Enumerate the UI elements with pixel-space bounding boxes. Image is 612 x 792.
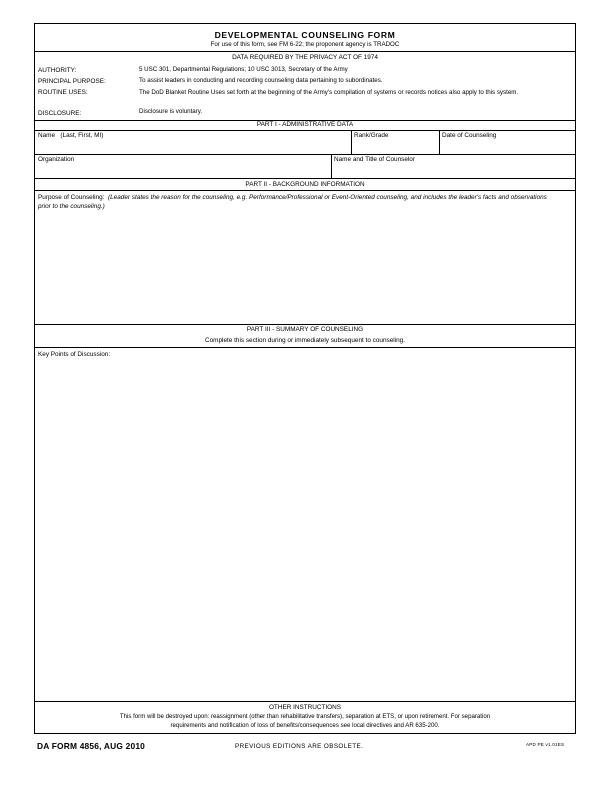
part2-header: PART II - BACKGROUND INFORMATION <box>245 181 365 188</box>
counselor-label: Name and Title of Counselor <box>334 156 415 163</box>
name-hint: (Last, First, MI) <box>60 132 104 139</box>
disclosure-value: Disclosure is voluntary. <box>139 108 203 115</box>
routine-uses-value: The DoD Blanket Routine Uses set forth at the beginning of the Army's compilation of systems or records notices also apply to this system. <box>139 89 519 96</box>
form-subtitle: For use of this form, see FM 6-22; the proponent agency is TRADOC <box>210 41 400 48</box>
divider <box>35 154 575 155</box>
form-number: DA FORM 4856, AUG 2010 <box>37 741 146 751</box>
divider <box>35 324 575 325</box>
date-of-counseling-field[interactable] <box>441 141 573 153</box>
divider <box>35 178 575 179</box>
organization-label: Organization <box>38 156 75 163</box>
form-title: DEVELOPMENTAL COUNSELING FORM <box>214 30 396 40</box>
other-instructions-header: OTHER INSTRUCTIONS <box>268 704 342 711</box>
divider <box>35 51 575 52</box>
form-version: APD PE v1.01ES <box>526 742 565 747</box>
authority-value: 5 USC 301, Departmental Regulations; 10 USC 3013, Secretary of the Army <box>139 66 348 73</box>
part3-header: PART III - SUMMARY OF COUNSELING <box>246 326 364 333</box>
principal-purpose-label: PRINCIPAL PURPOSE: <box>38 78 106 85</box>
date-of-counseling-label: Date of Counseling <box>442 132 497 139</box>
counselor-field[interactable] <box>333 165 573 177</box>
divider <box>35 347 575 348</box>
part3-subheader: Complete this section during or immediately subsequent to counseling. <box>205 337 405 344</box>
organization-field[interactable] <box>37 165 329 177</box>
rank-grade-field[interactable] <box>353 141 437 153</box>
divider <box>35 130 575 131</box>
divider <box>439 130 440 154</box>
purpose-hint: (Leader states the reason for the counseling, e.g. Performance/Professional or Event-Oriented counseling, and includes the leader's facts and observations prior to the counseling.) <box>38 194 547 210</box>
disclosure-label: DISCLOSURE: <box>38 110 82 117</box>
divider <box>331 154 332 178</box>
other-instructions-line2: requirements and notification of loss of benefits/consequences see local directives and AR 635-200. <box>170 722 440 729</box>
divider <box>351 130 352 154</box>
purpose-of-counseling-label: Purpose of Counseling: (Leader states the reason for the counseling, e.g. Performance/Professional or Event-Oriented counseling, and includes the leader's facts and observations prior to the counseling.) <box>38 194 547 210</box>
name-field[interactable] <box>37 141 349 153</box>
privacy-act-header: DATA REQUIRED BY THE PRIVACY ACT OF 1974 <box>232 54 378 61</box>
key-points-label: Key Points of Discussion: <box>38 351 111 358</box>
name-label: Name (Last, First, MI) <box>38 132 104 139</box>
other-instructions-line1: This form will be destroyed upon: reassignment (other than rehabilitative transfers), separation at ETS, or upon retirement. For separation <box>119 713 491 720</box>
counseling-form <box>34 23 576 734</box>
divider <box>35 701 575 702</box>
rank-grade-label: Rank/Grade <box>354 132 389 139</box>
authority-label: AUTHORITY: <box>38 67 77 74</box>
principal-purpose-value: To assist leaders in conducting and recording counseling data pertaining to subordinates. <box>139 77 383 84</box>
obsolete-notice: PREVIOUS EDITIONS ARE OBSOLETE. <box>235 743 364 750</box>
part1-header: PART I - ADMINISTRATIVE DATA <box>256 121 354 128</box>
divider <box>35 190 575 191</box>
key-points-field[interactable] <box>37 362 573 698</box>
routine-uses-label: ROUTINE USES: <box>38 89 88 96</box>
purpose-of-counseling-field[interactable] <box>37 216 573 322</box>
